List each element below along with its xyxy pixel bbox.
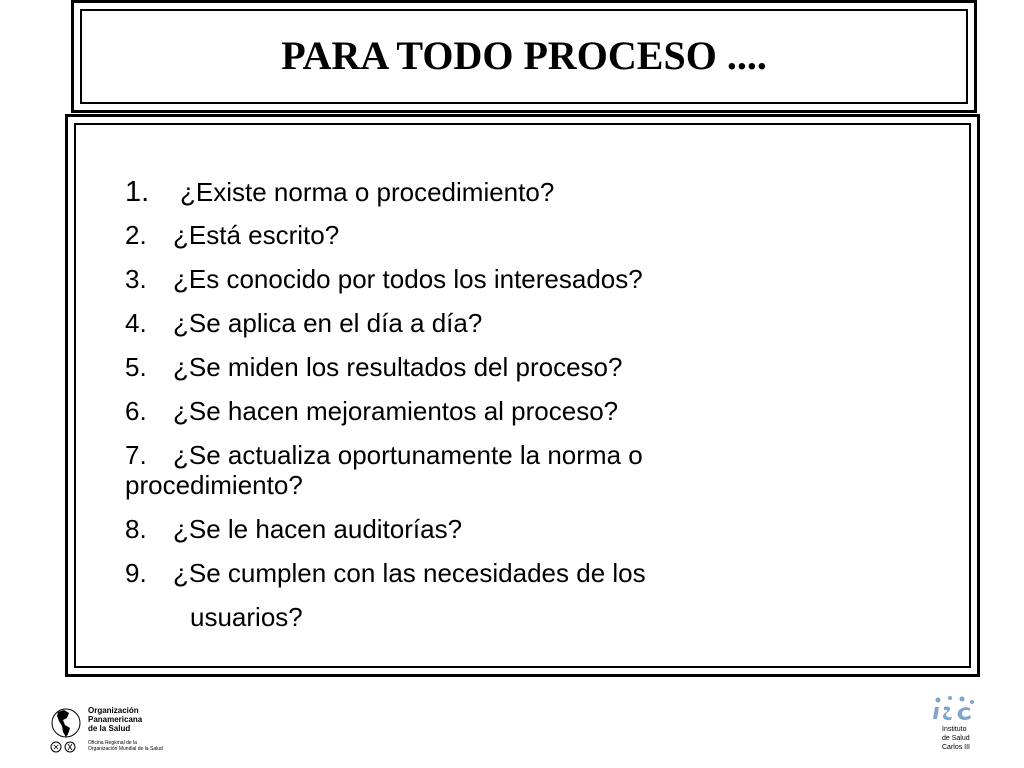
item-number: 2. bbox=[125, 220, 147, 250]
item-text: ¿Se miden los resultados del proceso? bbox=[173, 352, 623, 382]
item-text: ¿Se hacen mejoramientos al proceso? bbox=[173, 396, 619, 426]
item-number: 3. bbox=[125, 264, 147, 294]
list-item bbox=[125, 308, 825, 338]
paho-subtitle-line-2: Organización Mundial de la Salud bbox=[88, 746, 163, 752]
americas-map-icon bbox=[50, 703, 82, 755]
item-text: ¿Se cumplen con las necesidades de los bbox=[173, 558, 646, 588]
list-item bbox=[125, 558, 825, 632]
paho-name-line-1: Organización bbox=[88, 706, 139, 715]
list-item bbox=[125, 396, 825, 426]
item-number: 8. bbox=[125, 514, 147, 544]
list-item bbox=[125, 440, 825, 500]
list-item bbox=[125, 514, 825, 544]
list-item bbox=[125, 352, 825, 382]
item-text: ¿Está escrito? bbox=[173, 220, 340, 250]
item-text-continuation: usuarios? bbox=[190, 602, 303, 632]
isciii-name-line-3: Carlos III bbox=[942, 744, 971, 751]
list-item bbox=[125, 177, 825, 207]
item-text: ¿Es conocido por todos los interesados? bbox=[173, 264, 643, 294]
item-number: 1. bbox=[125, 176, 150, 208]
paho-subtitle-line-1: Oficina Regional de la bbox=[88, 740, 137, 746]
list-item bbox=[125, 264, 825, 294]
item-number: 9. bbox=[125, 558, 147, 588]
question-list bbox=[125, 177, 825, 632]
item-text-continuation: procedimiento? bbox=[125, 470, 303, 500]
paho-name-line-3: de la Salud bbox=[88, 724, 131, 733]
paho-logo bbox=[50, 703, 190, 755]
item-number: 7. bbox=[125, 440, 147, 470]
item-text: ¿Se actualiza oportunamente la norma o bbox=[173, 440, 643, 470]
item-text: ¿Existe norma o procedimiento? bbox=[180, 177, 555, 207]
item-text: ¿Se le hacen auditorías? bbox=[173, 514, 463, 544]
isciii-name-line-1: Instituto bbox=[942, 726, 967, 733]
list-item bbox=[125, 220, 825, 250]
item-text: ¿Se aplica en el día a día? bbox=[173, 308, 483, 338]
paho-name-line-2: Panamericana bbox=[88, 715, 143, 724]
isc-logo-icon bbox=[930, 695, 978, 721]
page-title: PARA TODO PROCESO .... bbox=[281, 33, 767, 78]
isciii-name-line-2: de Salud bbox=[942, 735, 970, 742]
isciii-logo bbox=[930, 695, 980, 761]
item-number: 4. bbox=[125, 308, 147, 338]
item-number: 5. bbox=[125, 352, 147, 382]
item-number: 6. bbox=[125, 396, 147, 426]
